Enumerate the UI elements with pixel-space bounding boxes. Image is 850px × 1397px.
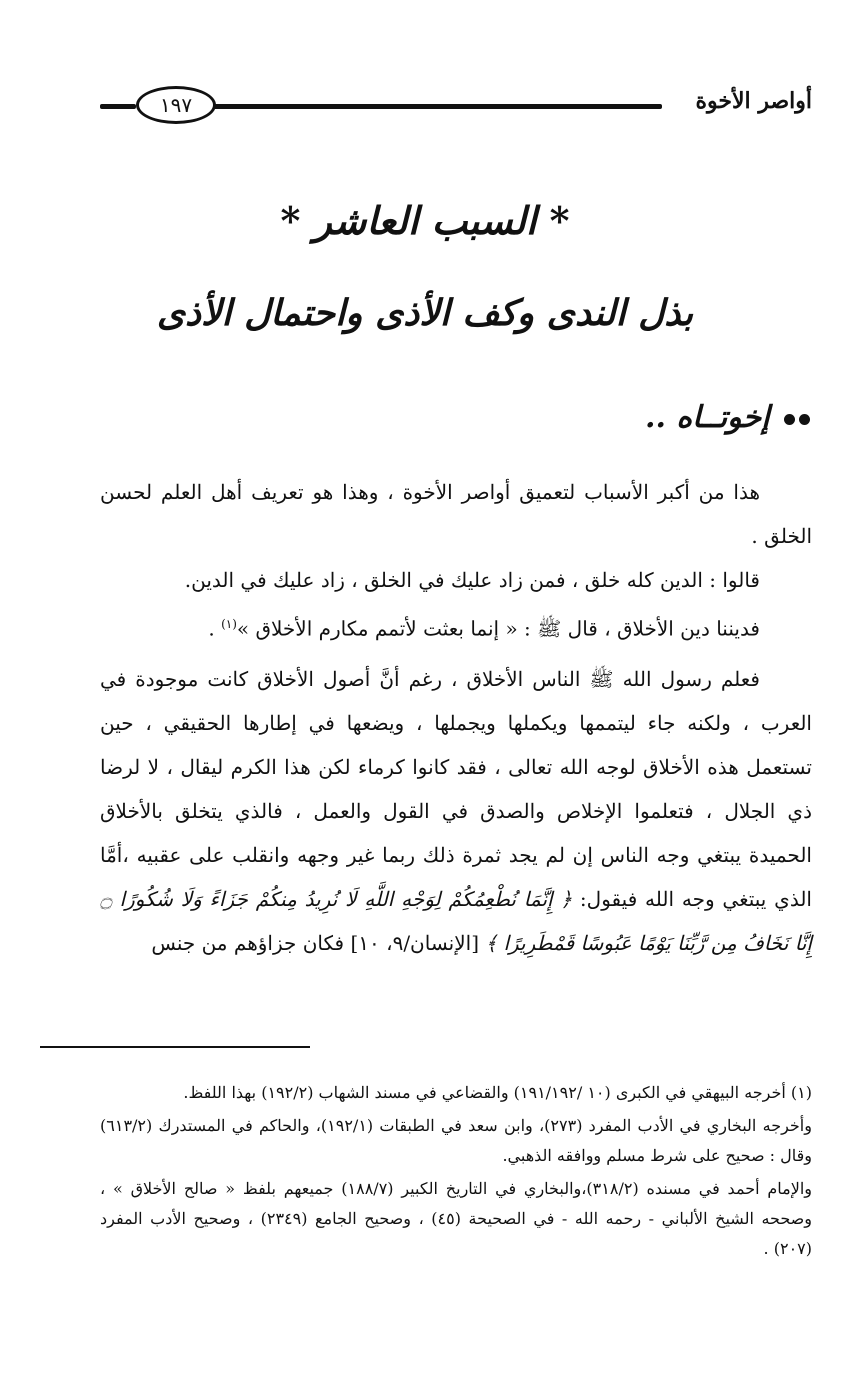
quran-verse: ﴿ إِنَّمَا نُطْعِمُكُمْ لِوَجْهِ اللَّهِ لَا نُرِيدُ مِنكُمْ جَزَاءً وَلَا شُكُورًا ۝ إِنَّا نَخَافُ مِن رَّبِّنَا يَوْمًا عَبُوسًا قَمْطَرِيرًا ﴾ bbox=[100, 886, 812, 955]
paragraph-text-end: [الإنسان/٩، ١٠] فكان جزاؤهم من جنس bbox=[151, 930, 486, 955]
paragraph bbox=[100, 602, 812, 651]
footnote: والإمام أحمد في مسنده (٣١٨/٢)،والبخاري في التاريخ الكبير (١٨٨/٧) جميعهم بلفظ « صالح الأخلاق » ، وصححه الشيخ الألباني - رحمه الله - في الصحيحة (٤٥) ، وصحيح الجامع (٢٣٤٩) ، وصحيح الأدب المفرد (٢٠٧) . bbox=[100, 1179, 813, 1258]
paragraph bbox=[100, 657, 812, 965]
address-heading bbox=[645, 400, 810, 435]
chapter-title: * السبب العاشر * bbox=[280, 198, 570, 243]
paragraph-end: . bbox=[208, 616, 222, 641]
main-text bbox=[100, 470, 812, 965]
footnotes bbox=[100, 1078, 812, 1267]
footnote: وأخرجه البخاري في الأدب المفرد (٢٧٣)، وابن سعد في الطبقات (١٩٢/١)، والحاكم في المستدرك (٦١٣/٢) وقال : صحيح على شرط مسلم ووافقه الذهبي. bbox=[100, 1116, 812, 1165]
header-rule-left bbox=[100, 104, 136, 109]
paragraph: هذا من أكبر الأسباب لتعميق أواصر الأخوة ، وهذا هو تعريف أهل العلم لحسن الخلق . bbox=[100, 480, 812, 548]
footnote-separator bbox=[40, 1046, 310, 1048]
page-number: ١٩٧ bbox=[136, 86, 216, 124]
running-header bbox=[100, 78, 812, 128]
footnote: (١) أخرجه البيهقي في الكبرى (١٠ /١٩١/١٩٢) والقضاعي في مسند الشهاب (١٩٢/٢) بهذا اللفظ. bbox=[183, 1083, 812, 1102]
paragraph-text: فعلم رسول الله ﷺ الناس الأخلاق ، رغم أنَّ أصول الأخلاق كانت موجودة في العرب ، ولكنه جاء ليتممها ويكملها ويجملها ، ويضعها في إطارها الحقيقي ، حين تستعمل هذه الأخلاق لوجه الله تعالى ، فقد كانوا كرماء لكن هذا الكرم ليقال ، لا لرضا ذي الجلال ، فتعلموا الإخلاص والصدق في القول والعمل ، فالذي يتخلق بالأخلاق الحميدة يبتغي وجه الناس إن لم يجد ثمرة ذلك ربما غير وجهه وانقلب على عقبيه ،أمَّا الذي يبتغي وجه الله فيقول: bbox=[100, 666, 812, 911]
book-title: أواصر الأخوة bbox=[695, 88, 812, 114]
bullet-icon bbox=[784, 414, 795, 425]
footnote-ref: (١) bbox=[221, 617, 237, 631]
hadith-text: فديننا دين الأخلاق ، قال ﷺ : « إنما بعثت لأتمم مكارم الأخلاق » bbox=[236, 616, 760, 641]
paragraph: قالوا : الدين كله خلق ، فمن زاد عليك في الخلق ، زاد عليك في الدين. bbox=[184, 568, 760, 592]
header-rule bbox=[210, 104, 662, 109]
bullet-icon bbox=[799, 414, 810, 425]
address-text: إخوتــاه .. bbox=[645, 400, 770, 435]
chapter-subtitle: بذل الندى وكف الأذى واحتمال الأذى bbox=[156, 292, 694, 334]
